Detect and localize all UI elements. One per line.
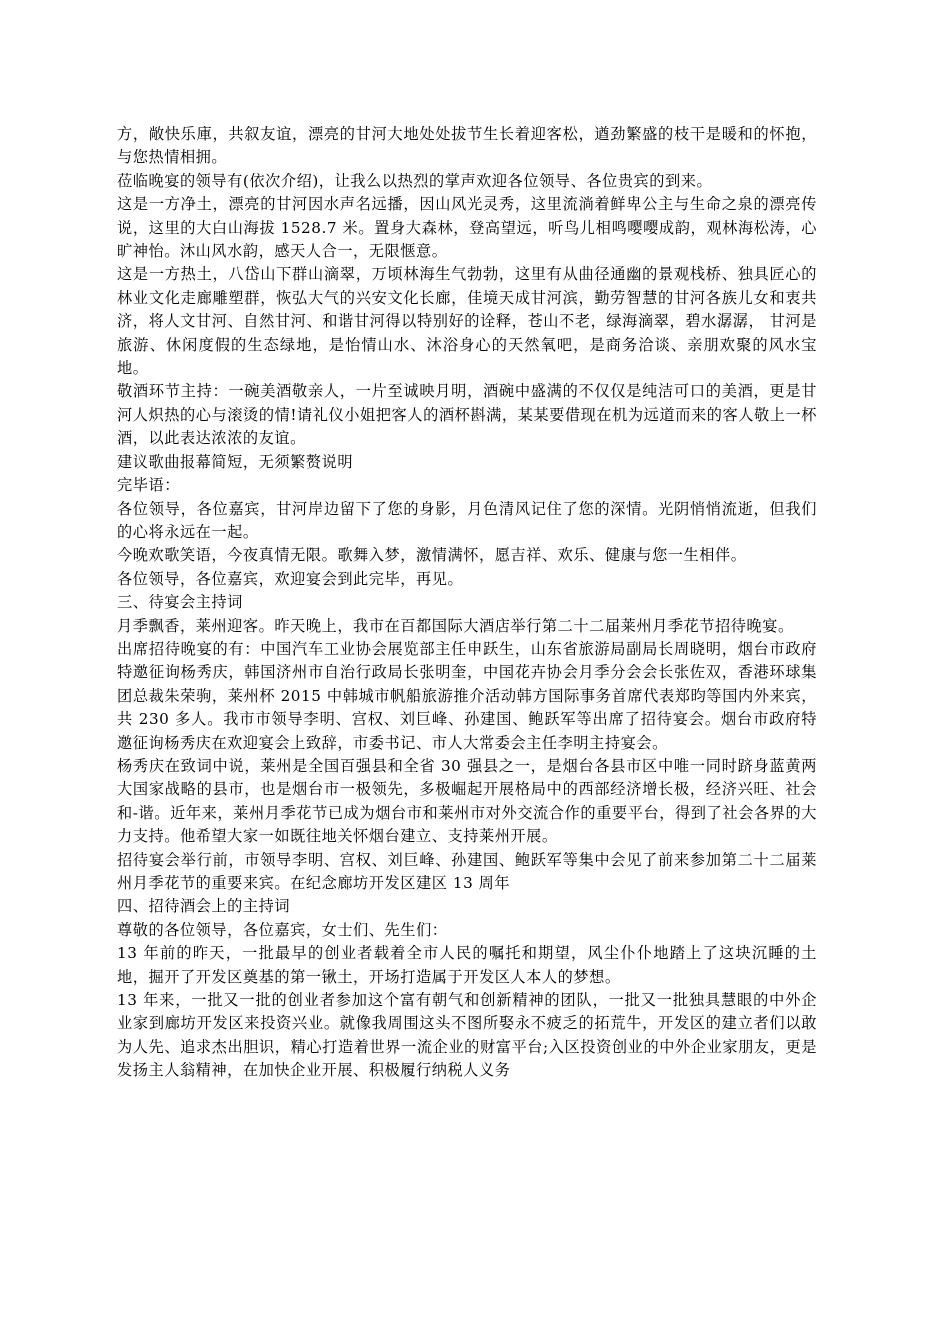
paragraph: 出席招待晚宴的有：中国汽车工业协会展览部主任申跃生，山东省旅游局副局长周晓明，烟台市政府特邀征询杨秀庆，韩国济州市自治行政局长张明奎，中国花卉协会月季分会会长张佐双，香港环球集团总裁朱荣驹，莱州杯 2015 中韩城市帆船旅游推介活动韩方国际事务首席代表郑昀等国内外来宾，共 230 多人。我市市领导李明、宫权、刘巨峰、孙建国、鲍跃军等出席了招待宴会。烟台市政府特邀征询杨秀庆在欢迎宴会上致辞，市委书记、市人大常委会主任李明主持宴会。 [117, 639, 817, 752]
paragraph: 招待宴会举行前，市领导李明、宫权、刘巨峰、孙建国、鲍跃军等集中会见了前来参加第二十二届莱州月季花节的重要来宾。在纪念廊坊开发区建区 13 周年 [117, 850, 817, 892]
paragraph: 13 年前的昨天，一批最早的创业者载着全市人民的嘱托和期望，风尘仆仆地踏上了这块沉睡的土地，掘开了开发区奠基的第一锹土，开场打造属于开发区人本人的梦想。 [117, 944, 817, 986]
paragraph: 各位领导，各位嘉宾，欢迎宴会到此完毕，再见。 [117, 569, 464, 588]
paragraph: 月季飘香，莱州迎客。昨天晚上，我市在百都国际大酒店举行第二十二届莱州月季花节招待晚宴。 [117, 616, 794, 635]
paragraph: 建议歌曲报幕简短，无须繁赘说明 [117, 452, 354, 471]
paragraph: 各位领导，各位嘉宾，甘河岸边留下了您的身影，月色清风记住了您的深情。光阴悄悄流逝，但我们的心将永远在一起。 [117, 499, 817, 541]
paragraph: 尊敬的各位领导，各位嘉宾，女士们、先生们： [117, 920, 448, 939]
document-body [117, 123, 817, 1083]
paragraph: 这是一方净土，漂亮的甘河因水声名远播，因山风光灵秀，这里流淌着鲜卑公主与生命之泉的漂亮传说，这里的大白山海拔 1528.7 米。置身大森林，登高望远，听鸟儿相鸣嘤嘤成韵，观林海松涛，心旷神怡。沐山风水韵，感天人合一，无限惬意。 [117, 195, 817, 261]
section-heading: 三、待宴会主持词 [117, 593, 243, 612]
paragraph: 完毕语： [117, 476, 180, 495]
paragraph: 莅临晚宴的领导有(依次介绍)，让我么以热烈的掌声欢迎各位领导、各位贵宾的到来。 [117, 171, 713, 190]
paragraph: 方，敞快乐庫，共叙友谊，漂亮的甘河大地处处拔节生长着迎客松，遒劲繁盛的枝干是暖和的怀抱，与您热情相拥。 [117, 125, 817, 167]
paragraph: 敬酒环节主持：一碗美酒敬亲人，一片至诚映月明，酒碗中盛满的不仅仅是纯洁可口的美酒，更是甘河人炽热的心与滚烫的情!请礼仪小姐把客人的酒杯斟满，某某要借现在机为远道而来的客人敬上一杯酒，以此表达浓浓的友谊。 [117, 382, 817, 448]
paragraph: 今晚欢歌笑语，今夜真情无限。歌舞入梦，激情满怀，愿吉祥、欢乐、健康与您一生相伴。 [117, 546, 747, 565]
paragraph: 杨秀庆在致词中说，莱州是全国百强县和全省 30 强县之一，是烟台各县市区中唯一同时跻身蓝黄两大国家战略的县市，也是烟台市一极领先，多极崛起开展格局中的西部经济增长极，经济兴旺、社会和-谐。近年来，莱州月季花节已成为烟台市和莱州市对外交流合作的重要平台，得到了社会各界的大力支持。他希望大家一如既往地关怀烟台建立、支持莱州开展。 [117, 756, 817, 846]
paragraph: 13 年来，一批又一批的创业者参加这个富有朝气和创新精神的团队，一批又一批独具慧眼的中外企业家到廊坊开发区来投资兴业。就像我周围这头不图所娶永不疲乏的拓荒牛，开发区的建立者们以敢为人先、追求杰出胆识，精心打造着世界一流企业的财富平台;入区投资创业的中外企业家朋友，更是发扬主人翁精神，在加快企业开展、积极履行纳税人义务 [117, 991, 817, 1080]
paragraph: 这是一方热土，八岱山下群山滴翠，万顷林海生气勃勃，这里有从曲径通幽的景观栈桥、独具匠心的林业文化走廊雕塑群，恢弘大气的兴安文化长廊，佳境天成甘河滨，勤劳智慧的甘河各族儿女和衷共济，将人文甘河、自然甘河、和谐甘河得以特别好的诠释，苍山不老，绿海滴翠，碧水潺潺， 甘河是旅游、休闲度假的生态绿地，是怡情山水、沐浴身心的天然氧吧，是商务洽谈、亲朋欢聚的风水宝地。 [117, 265, 817, 378]
section-heading: 四、招待酒会上的主持词 [117, 897, 291, 916]
